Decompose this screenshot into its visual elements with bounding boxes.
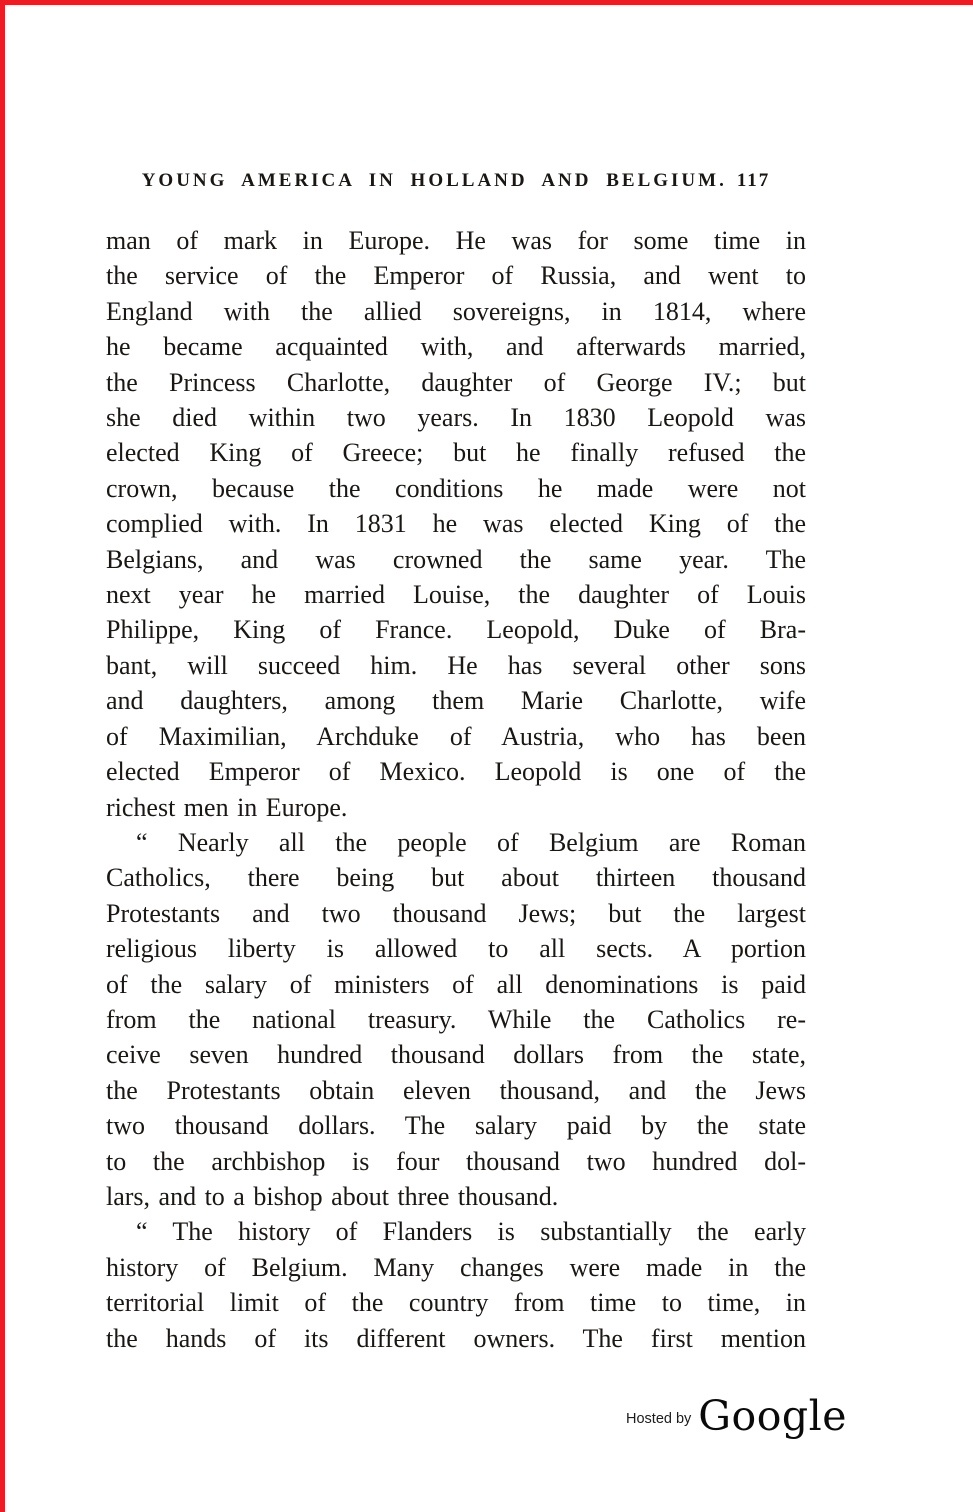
text-line: territorial limit of the country from time to time, in (106, 1288, 806, 1318)
text-line: England with the allied sovereigns, in 1814, where (106, 296, 806, 326)
hosted-by-label: Hosted by (626, 1411, 692, 1427)
text-line: ceive seven hundred thousand dollars from the state, (106, 1040, 806, 1070)
text-line: “ Nearly all the people of Belgium are Roman (136, 827, 806, 857)
text-line: religious liberty is allowed to all sects. A portion (106, 934, 806, 964)
text-line: of Maximilian, Archduke of Austria, who has been (106, 721, 806, 751)
text-line: man of mark in Europe. He was for some time in (106, 226, 806, 255)
text-line: complied with. In 1831 he was elected King of the (106, 509, 806, 539)
text-line: to the archbishop is four thousand two hundred dol- (106, 1146, 806, 1176)
text-line: the service of the Emperor of Russia, and went to (106, 261, 806, 291)
text-line: richest men in Europe. (106, 792, 348, 822)
text-line: the hands of its different owners. The first mention (106, 1323, 806, 1353)
text-line: Belgians, and was crowned the same year. The (106, 544, 806, 574)
text-line: he became acquainted with, and afterwards married, (106, 332, 806, 362)
text-line: elected Emperor of Mexico. Leopold is one of the (106, 757, 806, 787)
text-line: bant, will succeed him. He has several other sons (106, 650, 806, 680)
page-body (106, 223, 806, 1356)
watermark (626, 1392, 847, 1440)
text-line: the Protestants obtain eleven thousand, and the Jews (106, 1075, 806, 1105)
text-line: Philippe, King of France. Leopold, Duke of Bra- (106, 615, 806, 645)
text-line: she died within two years. In 1830 Leopold was (106, 403, 806, 433)
text-line: Protestants and two thousand Jews; but the largest (106, 898, 806, 928)
text-line: Catholics, there being but about thirteen thousand (106, 863, 806, 893)
red-rule-top (0, 0, 973, 5)
text-line: next year he married Louise, the daughter of Louis (106, 580, 806, 610)
text-line: and daughters, among them Marie Charlotte, wife (106, 686, 806, 716)
red-rule-left (0, 0, 5, 1512)
running-head (106, 170, 806, 192)
page-number: 117 (736, 170, 771, 191)
text-line: two thousand dollars. The salary paid by the state (106, 1111, 806, 1141)
running-head-title: YOUNG AMERICA IN HOLLAND AND BELGIUM. (141, 170, 727, 191)
text-line: “ The history of Flanders is substantially the early (136, 1217, 806, 1247)
google-logo: Google (698, 1392, 848, 1440)
text-line: of the salary of ministers of all denominations is paid (106, 969, 806, 999)
text-line: history of Belgium. Many changes were made in the (106, 1252, 806, 1282)
text-line: crown, because the conditions he made were not (106, 473, 806, 503)
text-line: from the national treasury. While the Catholics re- (106, 1004, 806, 1034)
text-line: the Princess Charlotte, daughter of George IV.; but (106, 367, 806, 397)
text-line: lars, and to a bishop about three thousand. (106, 1181, 559, 1211)
text-line: elected King of Greece; but he finally refused the (106, 438, 806, 468)
